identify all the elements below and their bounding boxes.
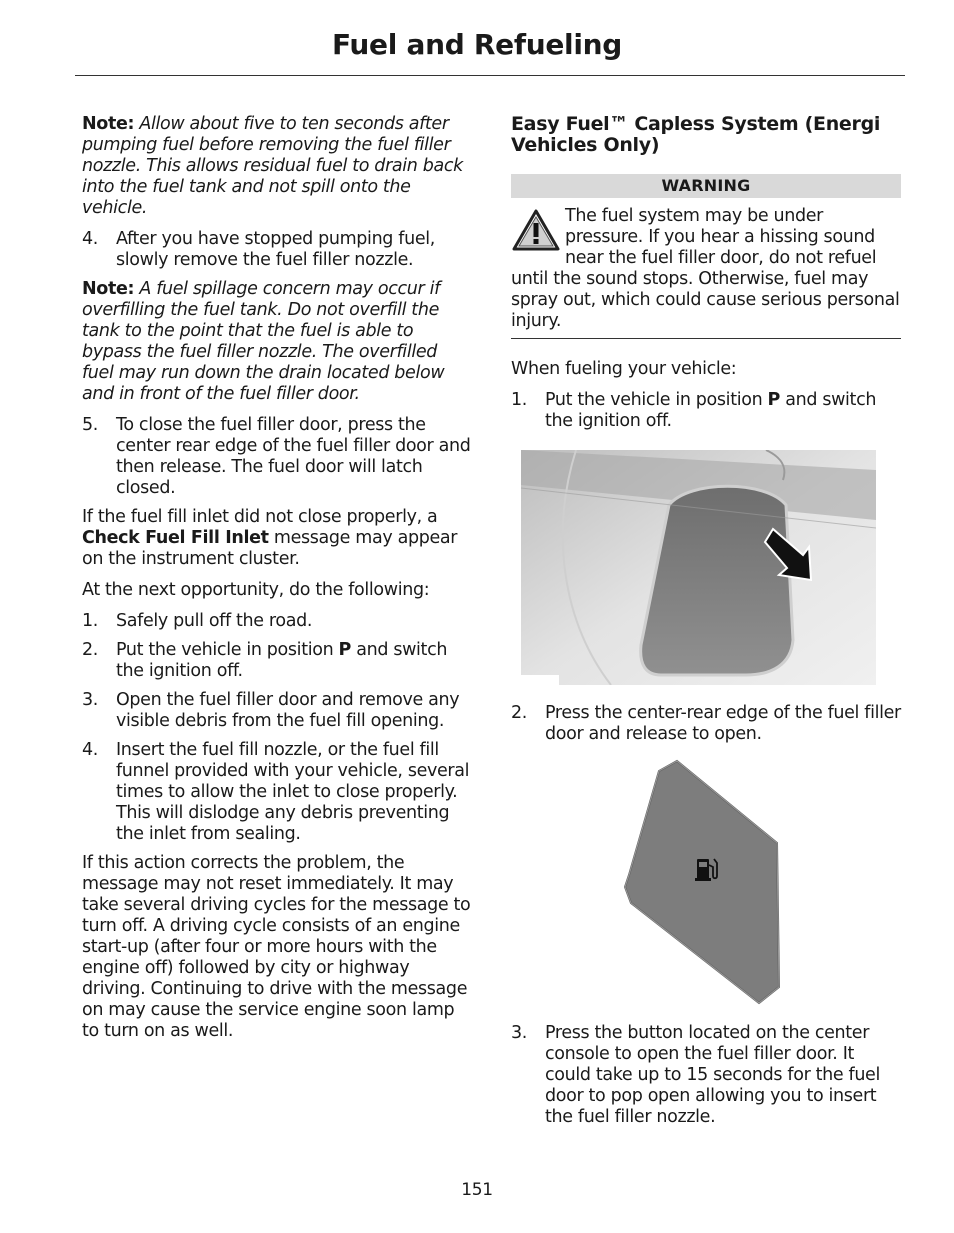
list-number: 4. <box>82 229 98 249</box>
list-item <box>82 740 472 845</box>
list-text: Press the center-rear edge of the fuel filler door and release to open. <box>545 703 901 744</box>
warning-text: The fuel system may be under pressure. If you hear a hissing sound near the fuel filler door, do not refuel until the sound stops. Otherwise, fuel may spray out, which could cause serious personal injury. <box>511 206 900 331</box>
list-number: 4. <box>82 740 98 760</box>
list-number: 1. <box>511 390 527 410</box>
list-text: Insert the fuel fill nozzle, or the fuel fill funnel provided with your vehicle, several times to allow the inlet to close properly. This will dislodge any debris preventing the inlet from sealing. <box>116 740 470 844</box>
fuel-door-closed-image <box>521 450 876 685</box>
note-fuel-spillage <box>82 279 472 405</box>
fuel-door-panel-illustration <box>619 755 789 1005</box>
paragraph-next-opportunity: At the next opportunity, do the following: <box>82 580 430 600</box>
text: If the fuel fill inlet did not close properly, a <box>82 507 438 527</box>
fuel-door-closed-illustration <box>521 450 876 685</box>
list-item <box>511 703 901 745</box>
list-item <box>82 690 472 732</box>
gear-position: P <box>338 640 352 660</box>
paragraph-check-fuel-fill <box>82 507 472 570</box>
page-title: Fuel and Refueling <box>331 28 623 61</box>
list-item <box>82 229 472 271</box>
text: Put the vehicle in position <box>116 640 339 660</box>
text: message may appear on the instrument cluster. <box>82 528 458 569</box>
list-number: 2. <box>511 703 527 723</box>
message-name: Check Fuel Fill Inlet <box>82 528 269 548</box>
section-heading: Easy Fuel™ Capless System (Energi Vehicles Only) <box>511 113 881 156</box>
list-text <box>545 390 901 432</box>
note-text: Allow about five to ten seconds after pumping fuel before removing the fuel filler nozzle. This allows residual fuel to drain back into the fuel tank and not spill onto the vehicle. <box>82 114 463 218</box>
list-number: 5. <box>82 415 98 435</box>
list-text: To close the fuel filler door, press the center rear edge of the fuel filler door and then release. The fuel door will latch closed. <box>116 415 471 498</box>
note-label: Note: <box>82 114 135 134</box>
gear-position: P <box>767 390 781 410</box>
text: and switch the ignition off. <box>116 640 448 681</box>
warning-header: WARNING <box>511 174 901 198</box>
list-number: 3. <box>511 1023 527 1043</box>
paragraph-intro: When fueling your vehicle: <box>511 359 737 379</box>
list-item <box>82 640 472 682</box>
title-divider <box>75 75 905 76</box>
list-item <box>82 415 472 499</box>
list-text: After you have stopped pumping fuel, slowly remove the fuel filler nozzle. <box>116 229 435 270</box>
list-text: Press the button located on the center console to open the fuel filler door. It could take up to 15 seconds for the fuel door to pop open allowing you to insert the fuel filler nozzle. <box>545 1023 880 1127</box>
right-column <box>511 114 901 1136</box>
list-number: 1. <box>82 611 98 631</box>
list-text <box>116 640 472 682</box>
note-text: A fuel spillage concern may occur if overfilling the fuel tank. Do not overfill the tank to the point that the fuel is able to bypass the fuel filler nozzle. The overfilled fuel may run down the drain located below and in front of the fuel filler door. <box>82 279 445 404</box>
warning-triangle-icon <box>511 208 561 252</box>
note-residual-fuel <box>82 114 472 219</box>
list-number: 2. <box>82 640 98 660</box>
text: and switch the ignition off. <box>545 390 877 431</box>
text: Put the vehicle in position <box>545 390 768 410</box>
page-number: 151 <box>461 1180 493 1200</box>
list-text: Safely pull off the road. <box>116 611 313 631</box>
warning-box <box>511 206 901 339</box>
fuel-door-open-image <box>619 755 789 1005</box>
list-item <box>511 1023 901 1128</box>
list-item <box>82 611 472 632</box>
list-item <box>511 390 901 432</box>
list-number: 3. <box>82 690 98 710</box>
paragraph-driving-cycle: If this action corrects the problem, the message may not reset immediately. It may take several driving cycles for the message to turn off. A driving cycle consists of an engine start-up (after four or more hours with the engine off) followed by city or highway driving. Continuing to drive with the message on may cause the service engine soon lamp to turn on as well. <box>82 853 471 1041</box>
left-column <box>82 114 472 1052</box>
note-label: Note: <box>82 279 135 299</box>
list-text: Open the fuel filler door and remove any visible debris from the fuel fill opening. <box>116 690 460 731</box>
